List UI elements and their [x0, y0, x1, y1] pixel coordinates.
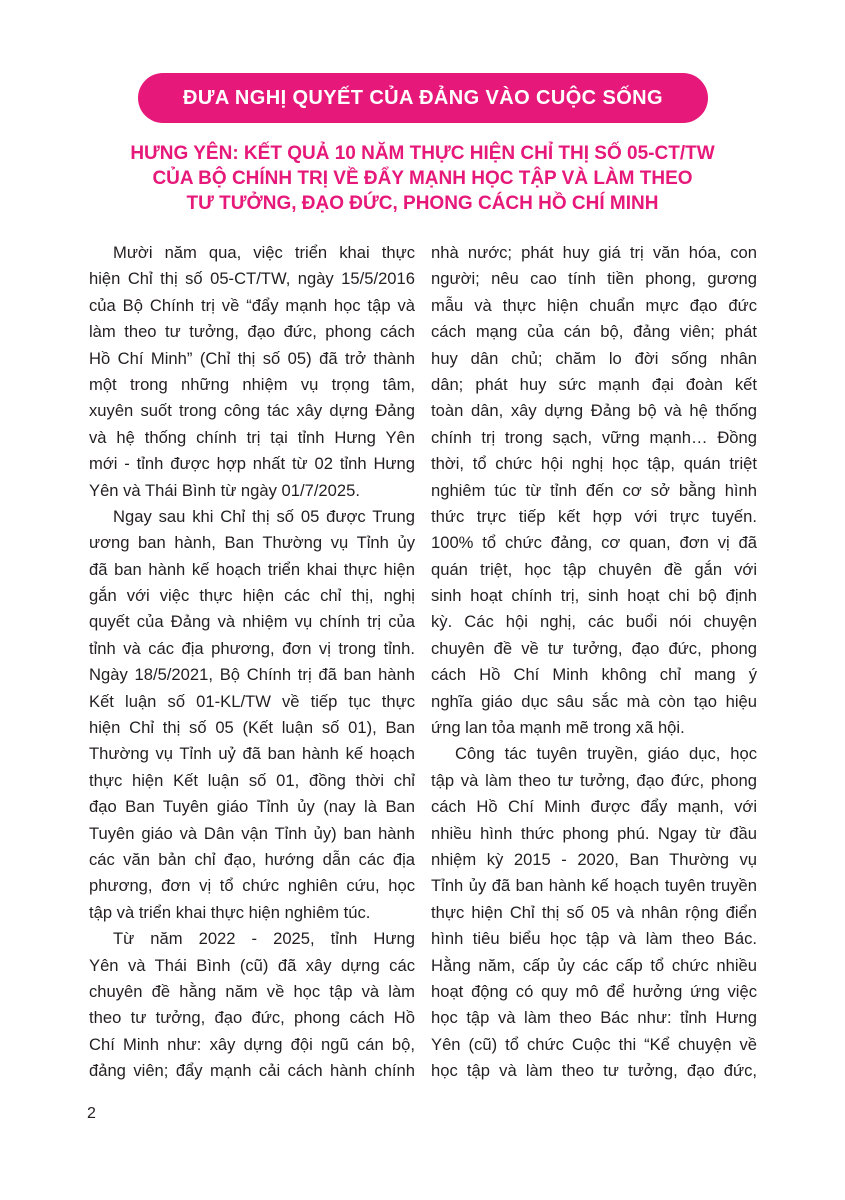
- text-line: cách Hồ Chí Minh không chỉ mang ý: [431, 665, 757, 685]
- text-line: cách mạng của cán bộ, đảng viên; phát: [431, 322, 757, 342]
- text-line: tỉnh và các địa phương, đơn vị trong tỉnh.: [89, 638, 415, 658]
- text-line: đạo Ban Tuyên giáo Tỉnh ủy (nay là Ban: [89, 797, 415, 817]
- section-banner: [138, 73, 708, 123]
- text-line: nhiều hình thức phong phú. Ngay từ đầu: [431, 823, 757, 843]
- text-line: của Bộ Chính trị về “đẩy mạnh học tập và: [89, 295, 415, 315]
- text-line: nghĩa giáo dục sâu sắc mà còn tạo hiệu: [431, 691, 757, 711]
- text-line: Ngày 18/5/2021, Bộ Chính trị đã ban hành: [89, 665, 415, 685]
- text-line: thực hiện Kết luận số 01, đồng thời chỉ: [89, 770, 415, 790]
- text-line: huy dân chủ; chăm lo đời sống nhân: [431, 348, 757, 368]
- text-line: nghiêm túc từ tỉnh đến cơ sở bằng hình: [431, 480, 757, 500]
- text-line: phương, đơn vị tổ chức nghiên cứu, học: [89, 876, 415, 896]
- text-line: Yên và Thái Bình (cũ) đã xây dựng các: [89, 955, 415, 975]
- section-banner-title: ĐƯA NGHỊ QUYẾT CỦA ĐẢNG VÀO CUỘC SỐNG: [183, 86, 663, 109]
- headline-line: HƯNG YÊN: KẾT QUẢ 10 NĂM THỰC HIỆN CHỈ THỊ SỐ 05-CT/TW: [130, 143, 715, 164]
- text-line: người; nêu cao tính tiền phong, gương: [431, 269, 757, 289]
- text-line: hình tiêu biểu học tập và làm theo Bác.: [431, 929, 757, 949]
- text-line: đảng viên; đẩy mạnh cải cách hành chính: [89, 1061, 415, 1081]
- headline-line: TƯ TƯỞNG, ĐẠO ĐỨC, PHONG CÁCH HỒ CHÍ MINH: [186, 193, 659, 214]
- text-line: Chí Minh như: xây dựng đội ngũ cán bộ,: [89, 1034, 415, 1054]
- text-line: hiện Chỉ thị số 05 (Kết luận số 01), Ban: [89, 718, 415, 738]
- text-line: kỳ. Các hội nghị, các buổi nói chuyện: [431, 612, 757, 632]
- text-line: đã ban hành kế hoạch triển khai thực hiện: [89, 559, 415, 579]
- text-line: thời, tổ chức hội nghị học tập, quán triệt: [431, 454, 757, 474]
- text-line: quyết của Đảng và nhiệm vụ chính trị của: [89, 612, 415, 632]
- text-line: làm theo tư tưởng, đạo đức, phong cách: [89, 322, 415, 342]
- text-line: tập và làm theo tư tưởng, đạo đức, phong: [431, 770, 757, 790]
- text-line: Tỉnh ủy đã ban hành kế hoạch tuyên truyền: [431, 876, 757, 896]
- text-line: Từ năm 2022 - 2025, tỉnh Hưng: [113, 929, 415, 949]
- text-line: Hồ Chí Minh” (Chỉ thị số 05) đã trở thành: [89, 348, 415, 368]
- text-line: quán triệt, học tập chuyên đề gắn với: [431, 559, 757, 579]
- text-line: ương ban hành, Ban Thường vụ Tỉnh ủy: [89, 533, 415, 553]
- text-line: Kết luận số 01-KL/TW về tiếp tục thực: [89, 691, 415, 711]
- text-line: nhiệm kỳ 2015 - 2020, Ban Thường vụ: [431, 849, 757, 869]
- text-line: Thường vụ Tỉnh uỷ đã ban hành kế hoạch: [89, 744, 415, 764]
- text-line: Tuyên giáo và Dân vận Tỉnh ủy) ban hành: [89, 823, 415, 843]
- body-column-left: [89, 240, 415, 1085]
- text-line: thực hiện Chỉ thị số 05 và nhân rộng điển: [431, 902, 757, 922]
- body-column-right: [431, 240, 757, 1085]
- text-line: các văn bản chỉ đạo, hướng dẫn các địa: [89, 849, 415, 869]
- text-line: thức trực tiếp kết hợp với trực tuyến.: [431, 506, 757, 526]
- text-line: toàn dân, xây dựng Đảng bộ và hệ thống: [431, 401, 757, 421]
- article-headline: [90, 141, 755, 216]
- text-line: Ngay sau khi Chỉ thị số 05 được Trung: [113, 506, 415, 526]
- text-line: học tập và làm theo Bác như: tỉnh Hưng: [431, 1008, 757, 1028]
- text-line: cách Hồ Chí Minh được đẩy mạnh, với: [431, 797, 757, 817]
- text-line: học tập và làm theo tư tưởng, đạo đức,: [431, 1061, 757, 1081]
- text-line: chuyên đề hằng năm về học tập và làm: [89, 981, 415, 1001]
- text-line: nhà nước; phát huy giá trị văn hóa, con: [431, 243, 757, 262]
- text-line: Hằng năm, cấp ủy các cấp tổ chức nhiều: [431, 955, 757, 975]
- text-line: sinh hoạt chính trị, sinh hoạt chi bộ định: [431, 586, 757, 606]
- text-line: Yên và Thái Bình từ ngày 01/7/2025.: [89, 480, 360, 500]
- text-line: 100% tổ chức đảng, cơ quan, đơn vị đã: [431, 533, 757, 553]
- text-line: xuyên suốt trong công tác xây dựng Đảng: [89, 401, 415, 421]
- page-number: 2: [87, 1105, 96, 1122]
- text-line: hoạt động có quy mô để hưởng ứng việc: [431, 981, 757, 1001]
- headline-line: CỦA BỘ CHÍNH TRỊ VỀ ĐẨY MẠNH HỌC TẬP VÀ LÀM THEO: [152, 168, 693, 189]
- text-line: mới - tỉnh được hợp nhất từ 02 tỉnh Hưng: [89, 454, 415, 474]
- text-line: theo tư tưởng, đạo đức, phong cách Hồ: [89, 1008, 415, 1028]
- text-line: và hệ thống chính trị tại tỉnh Hưng Yên: [89, 427, 415, 447]
- text-line: Công tác tuyên truyền, giáo dục, học: [455, 744, 757, 764]
- text-line: mẫu và thực hiện chuẩn mực đạo đức: [431, 295, 757, 315]
- text-line: gắn với việc thực hiện các chỉ thị, nghị: [89, 586, 415, 606]
- text-line: tập và triển khai thực hiện nghiêm túc.: [89, 902, 371, 922]
- text-line: một trong những nhiệm vụ trọng tâm,: [89, 374, 415, 394]
- text-line: hiện Chỉ thị số 05-CT/TW, ngày 15/5/2016: [89, 269, 415, 289]
- text-line: dân; phát huy sức mạnh đại đoàn kết: [431, 374, 757, 394]
- text-line: Mười năm qua, việc triển khai thực: [113, 243, 415, 262]
- text-line: chính trị trong sạch, vững mạnh… Đồng: [431, 427, 757, 447]
- text-line: Yên (cũ) tổ chức Cuộc thi “Kể chuyện về: [431, 1034, 757, 1054]
- text-line: chuyên đề về tư tưởng, đạo đức, phong: [431, 638, 757, 658]
- text-line: ứng lan tỏa mạnh mẽ trong xã hội.: [431, 718, 685, 738]
